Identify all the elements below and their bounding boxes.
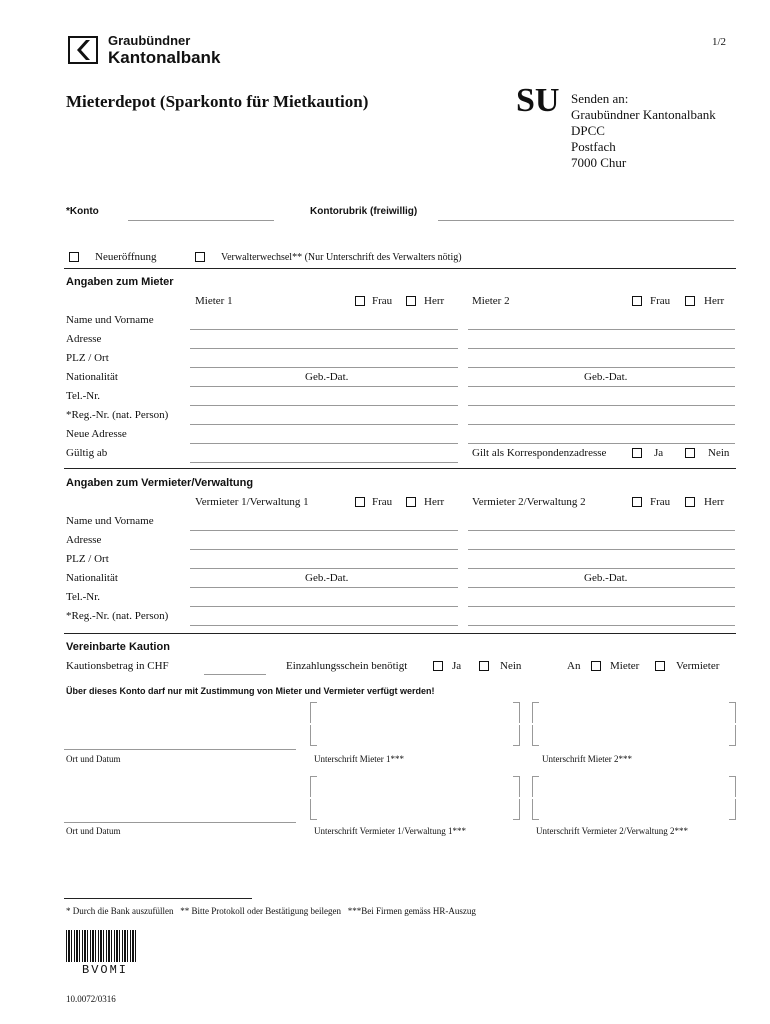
landlord2-heading: Vermieter 2/Verwaltung 2 (472, 496, 586, 508)
bank-name-line1: Graubündner (108, 33, 191, 48)
send-to-dept: DPCC (571, 123, 605, 138)
landlord1-nationality-field[interactable] (190, 587, 458, 588)
correspondence-ja-label: Ja (654, 447, 664, 459)
landlord2-signature-box[interactable] (532, 776, 736, 820)
tenant-row-label: PLZ / Ort (66, 352, 109, 364)
landlord2-signature-label: Unterschrift Vermieter 2/Verwaltung 2*** (536, 826, 689, 836)
bank-logo-icon (68, 36, 98, 64)
verwalterwechsel-checkbox[interactable] (195, 252, 205, 262)
landlord2-herr-checkbox[interactable] (685, 497, 695, 507)
correspondence-nein-label: Nein (708, 447, 730, 459)
tenant1-dob-label: Geb.-Dat. (305, 371, 349, 383)
landlord1-phone-field[interactable] (190, 606, 458, 607)
tenant1-reg-field[interactable] (190, 424, 458, 425)
landlord2-name-field[interactable] (468, 530, 735, 531)
rubrik-field[interactable] (438, 220, 734, 221)
send-to-city: 7000 Chur (571, 155, 627, 170)
tenant1-name-field[interactable] (190, 329, 458, 330)
tenant2-herr-label: Herr (704, 295, 725, 307)
rubrik-label: Kontorubrik (freiwillig) (310, 206, 418, 217)
landlord2-phone-field[interactable] (468, 606, 735, 607)
landlord1-dob-label: Geb.-Dat. (305, 572, 349, 584)
tenant1-signature-label: Unterschrift Mieter 1*** (314, 754, 404, 764)
landlord-row-label: Nationalität (66, 572, 118, 584)
deposit-amount-field[interactable] (204, 674, 266, 675)
tenant1-herr-label: Herr (424, 295, 445, 307)
deposit-amount-label: Kautionsbetrag in CHF (66, 660, 169, 672)
tenant2-herr-checkbox[interactable] (685, 296, 695, 306)
consent-notice: Über dieses Konto darf nur mit Zustimmung von Mieter und Vermieter verfügt werden! (66, 686, 435, 696)
landlord1-heading: Vermieter 1/Verwaltung 1 (195, 496, 309, 508)
landlord1-herr-label: Herr (424, 496, 445, 508)
landlord1-reg-field[interactable] (190, 625, 458, 626)
landlord2-herr-label: Herr (704, 496, 725, 508)
correspondence-label: Gilt als Korrespondenzadresse (472, 447, 607, 459)
tenant-row-label: Name und Vorname (66, 314, 154, 326)
konto-field[interactable] (128, 220, 274, 221)
page-number: 1/2 (712, 36, 727, 48)
send-to-bank: Graubündner Kantonalbank (571, 107, 716, 122)
landlord2-dob-label: Geb.-Dat. (584, 572, 628, 584)
su-mark: SU (516, 82, 560, 119)
landlord1-signature-box[interactable] (310, 776, 520, 820)
place-date-2-label: Ort und Datum (66, 826, 121, 836)
landlord1-name-field[interactable] (190, 530, 458, 531)
bank-name-line2: Kantonalbank (108, 48, 221, 67)
divider (64, 268, 736, 269)
deposit-section-title: Vereinbarte Kaution (66, 641, 170, 653)
to-mieter-label: Mieter (610, 660, 640, 672)
tenant2-heading: Mieter 2 (472, 295, 510, 307)
tenant1-heading: Mieter 1 (195, 295, 233, 307)
tenant2-address-field[interactable] (468, 348, 735, 349)
tenant1-frau-checkbox[interactable] (355, 296, 365, 306)
landlord-row-label: Tel.-Nr. (66, 591, 101, 603)
landlord1-signature-label: Unterschrift Vermieter 1/Verwaltung 1*** (314, 826, 467, 836)
landlord-section-title: Angaben zum Vermieter/Verwaltung (66, 477, 254, 489)
tenant1-address-field[interactable] (190, 348, 458, 349)
landlord1-herr-checkbox[interactable] (406, 497, 416, 507)
tenant-row-label: Neue Adresse (66, 428, 127, 440)
tenant-section-title: Angaben zum Mieter (66, 276, 174, 288)
slip-nein-checkbox[interactable] (479, 661, 489, 671)
landlord-row-label: PLZ / Ort (66, 553, 109, 565)
konto-label: *Konto (66, 206, 99, 217)
landlord2-address-field[interactable] (468, 549, 735, 550)
tenant1-herr-checkbox[interactable] (406, 296, 416, 306)
tenant2-signature-box[interactable] (532, 702, 736, 746)
to-mieter-checkbox[interactable] (591, 661, 601, 671)
footnote: * Durch die Bank auszufüllen ** Bitte Protokoll oder Bestätigung beilegen ***Bei Firmen gemäss HR-Auszug (66, 906, 476, 916)
landlord-row-label: Name und Vorname (66, 515, 154, 527)
send-to-postfach: Postfach (571, 139, 616, 154)
tenant2-name-field[interactable] (468, 329, 735, 330)
landlord-row-label: Adresse (66, 534, 102, 546)
landlord2-city-field[interactable] (468, 568, 735, 569)
landlord2-reg-field[interactable] (468, 625, 735, 626)
tenant-row-label: Gültig ab (66, 447, 108, 459)
divider (64, 468, 736, 469)
tenant-row-label: Tel.-Nr. (66, 390, 101, 402)
tenant2-new-address-field[interactable] (468, 443, 735, 444)
barcode-text: BVOMI (82, 963, 129, 977)
tenant-row-label: *Reg.-Nr. (nat. Person) (66, 409, 169, 421)
correspondence-nein-checkbox[interactable] (685, 448, 695, 458)
verwalterwechsel-label: Verwalterwechsel** (Nur Unterschrift des Verwalters nötig) (221, 252, 462, 263)
page-title: Mieterdepot (Sparkonto für Mietkaution) (66, 92, 369, 111)
tenant2-phone-field[interactable] (468, 405, 735, 406)
tenant2-dob-label: Geb.-Dat. (584, 371, 628, 383)
landlord-row-label: *Reg.-Nr. (nat. Person) (66, 610, 169, 622)
tenant2-nationality-field[interactable] (468, 386, 735, 387)
landlord2-frau-checkbox[interactable] (632, 497, 642, 507)
divider (64, 633, 736, 634)
tenant-row-label: Adresse (66, 333, 102, 345)
correspondence-ja-checkbox[interactable] (632, 448, 642, 458)
send-to-address (571, 91, 716, 171)
landlord2-frau-label: Frau (650, 496, 671, 508)
tenant2-frau-label: Frau (650, 295, 671, 307)
neueroeffnung-label: Neueröffnung (95, 251, 157, 263)
send-to-label: Senden an: (571, 91, 629, 106)
tenant2-reg-field[interactable] (468, 424, 735, 425)
slip-label: Einzahlungsschein benötigt (286, 660, 408, 672)
barcode-icon (66, 930, 138, 962)
landlord1-address-field[interactable] (190, 549, 458, 550)
slip-ja-checkbox[interactable] (433, 661, 443, 671)
tenant1-frau-label: Frau (372, 295, 393, 307)
footnote-rule (64, 898, 252, 899)
tenant1-valid-from-field[interactable] (190, 462, 458, 463)
send-to-label-an: An (567, 660, 581, 672)
tenant1-nationality-field[interactable] (190, 386, 458, 387)
tenant2-frau-checkbox[interactable] (632, 296, 642, 306)
tenant-row-label: Nationalität (66, 371, 118, 383)
place-date-1-field[interactable] (64, 749, 296, 750)
tenant1-phone-field[interactable] (190, 405, 458, 406)
slip-nein-label: Nein (500, 660, 522, 672)
form-number: 10.0072/0316 (66, 994, 116, 1004)
tenant1-city-field[interactable] (190, 367, 458, 368)
neueroeffnung-checkbox[interactable] (69, 252, 79, 262)
tenant2-city-field[interactable] (468, 367, 735, 368)
tenant1-new-address-field[interactable] (190, 443, 458, 444)
landlord1-frau-label: Frau (372, 496, 393, 508)
place-date-1-label: Ort und Datum (66, 754, 121, 764)
tenant2-signature-label: Unterschrift Mieter 2*** (542, 754, 632, 764)
place-date-2-field[interactable] (64, 822, 296, 823)
tenant1-signature-box[interactable] (310, 702, 520, 746)
to-vermieter-label: Vermieter (676, 660, 720, 672)
slip-ja-label: Ja (452, 660, 462, 672)
landlord2-nationality-field[interactable] (468, 587, 735, 588)
landlord1-frau-checkbox[interactable] (355, 497, 365, 507)
to-vermieter-checkbox[interactable] (655, 661, 665, 671)
landlord1-city-field[interactable] (190, 568, 458, 569)
